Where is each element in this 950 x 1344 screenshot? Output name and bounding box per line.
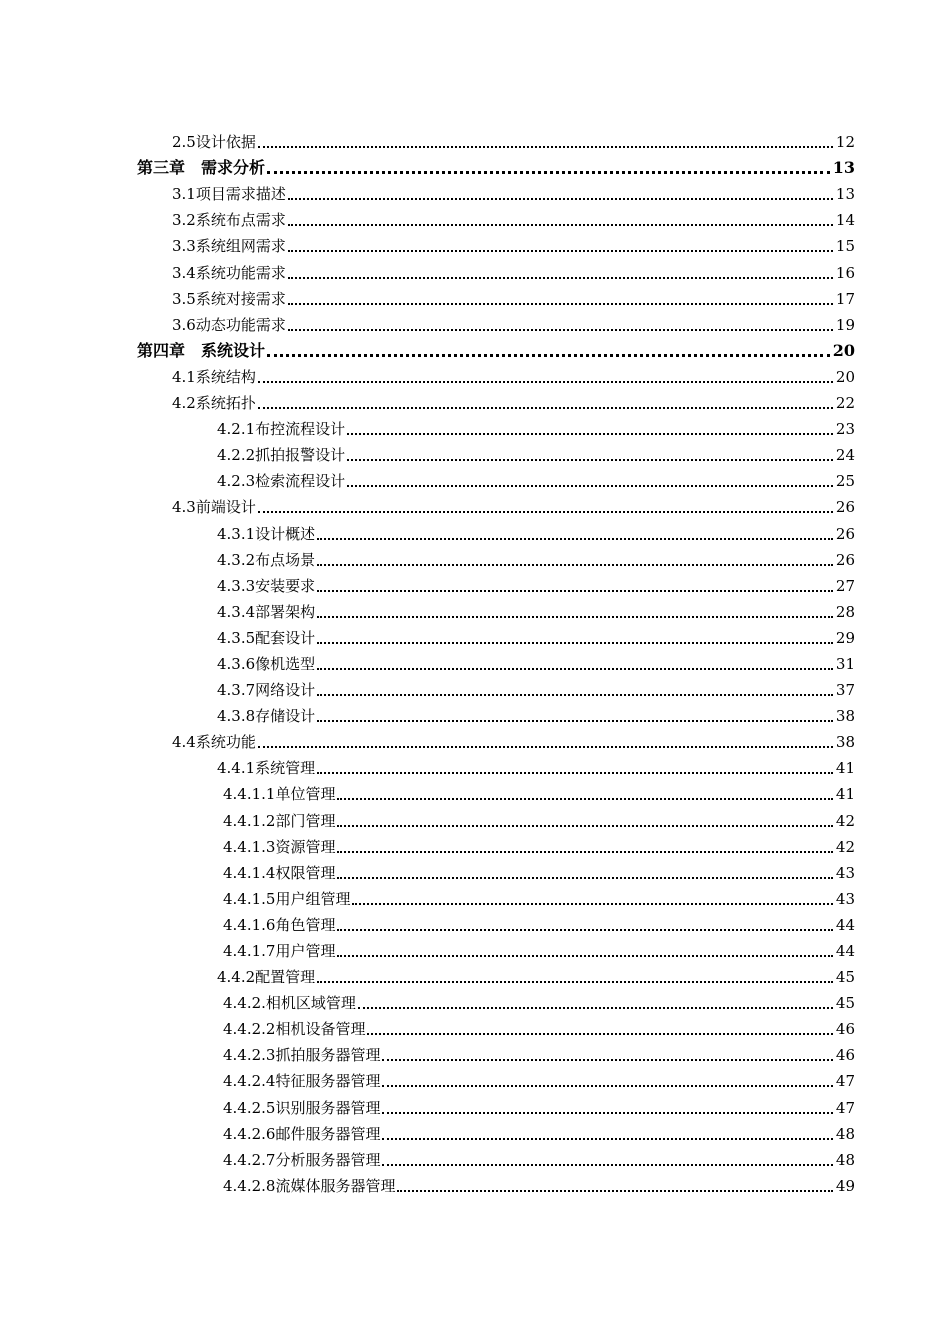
toc-dot-leader [317,694,833,696]
toc-page-number: 13 [832,158,855,178]
toc-entry[interactable] [0,674,950,700]
toc-dot-leader [317,616,833,618]
toc-entry[interactable] [0,465,950,491]
toc-page-number: 16 [835,263,855,282]
toc-page-number: 42 [835,811,855,830]
toc-page-number: 41 [835,785,855,804]
toc-entry[interactable] [0,439,950,465]
toc-entry[interactable] [0,1170,950,1196]
toc-dot-leader [337,929,832,931]
toc-dot-leader [317,538,833,540]
toc-entry-title: 4.3.5配套设计 [217,628,316,647]
toc-page-number: 26 [835,524,855,543]
toc-page-number: 28 [835,602,855,621]
toc-page-number: 41 [835,759,855,778]
toc-entry-title: 第四章 系统设计 [137,340,266,360]
toc-dot-leader [288,277,833,279]
toc-dot-leader [337,877,832,879]
toc-entry[interactable] [0,883,950,909]
toc-page-number: 22 [835,394,855,413]
toc-page-number: 20 [832,340,855,360]
toc-page-number: 47 [835,1072,855,1091]
toc-dot-leader [317,564,833,566]
toc-entry[interactable] [0,491,950,517]
toc-dot-leader [258,146,833,148]
toc-dot-leader [337,825,832,827]
toc-entry[interactable] [0,804,950,830]
toc-page-number: 37 [835,681,855,700]
toc-entry-title: 4.4.1.1单位管理 [223,785,336,804]
toc-dot-leader [258,746,833,748]
toc-entry-title: 4.4.1.7用户管理 [223,942,336,960]
toc-page-number: 14 [835,211,855,230]
toc-page-number: 45 [835,968,855,987]
toc-entry[interactable] [0,256,950,282]
toc-entry[interactable] [0,387,950,413]
toc-entry-title: 4.3.3安装要求 [217,576,316,595]
toc-entry[interactable] [0,544,950,570]
toc-page-number: 44 [835,942,855,960]
toc-page-number: 44 [835,915,855,934]
toc-dot-leader [317,981,833,983]
toc-entry[interactable] [0,700,950,726]
toc-page-number: 43 [835,863,855,882]
toc-page-number: 42 [835,837,855,856]
toc-dot-leader [317,720,833,722]
toc-dot-leader [317,590,833,592]
toc-dot-leader [382,1112,832,1114]
toc-entry[interactable] [0,752,950,778]
toc-entry-title: 4.4.1系统管理 [217,759,316,778]
toc-dot-leader [288,303,833,305]
toc-dot-leader [258,511,833,513]
toc-dot-leader [352,903,832,905]
toc-page-number: 29 [835,628,855,647]
table-of-contents [0,126,950,1196]
toc-entry-title: 4.3.1设计概述 [217,524,316,543]
toc-entry[interactable] [0,648,950,674]
toc-entry-title: 4.4.1.3资源管理 [223,837,336,856]
toc-page-number: 46 [835,1046,855,1065]
toc-entry-title: 4.4.2.2相机设备管理 [223,1020,366,1039]
toc-entry-title: 4.4.2.6邮件服务器管理 [223,1124,381,1143]
toc-entry[interactable] [0,283,950,309]
toc-entry-title: 3.2系统布点需求 [172,211,286,230]
toc-page-number: 48 [835,1124,855,1143]
toc-entry[interactable] [0,831,950,857]
toc-chapter-entry[interactable] [0,152,950,178]
toc-entry-title: 4.3前端设计 [172,498,256,517]
toc-page-number: 43 [835,889,855,908]
toc-entry[interactable] [0,857,950,883]
toc-dot-leader [347,433,833,435]
toc-entry-title: 4.3.2布点场景 [217,550,316,569]
toc-dot-leader [382,1164,832,1166]
toc-entry[interactable] [0,1091,950,1117]
toc-entry[interactable] [0,204,950,230]
toc-chapter-entry[interactable] [0,335,950,361]
toc-dot-leader [258,407,833,409]
toc-entry-title: 4.4.1.5用户组管理 [223,889,351,908]
toc-page-number: 12 [835,133,855,152]
toc-entry-title: 4.2.1布控流程设计 [217,420,346,439]
toc-entry[interactable] [0,1118,950,1144]
toc-dot-leader [337,851,832,853]
toc-dot-leader [288,329,833,331]
toc-entry[interactable] [0,517,950,543]
toc-page-number: 49 [835,1176,855,1195]
toc-entry-title: 3.6动态功能需求 [172,315,286,334]
toc-page-number: 23 [835,420,855,439]
toc-entry-title: 2.5设计依据 [172,133,256,152]
toc-dot-leader [267,354,830,357]
toc-page-number: 27 [835,576,855,595]
toc-entry[interactable] [0,570,950,596]
toc-page-number: 38 [835,707,855,726]
toc-entry-title: 第三章 需求分析 [137,158,266,178]
toc-page-number: 13 [835,185,855,204]
toc-entry-title: 4.1系统结构 [172,367,256,386]
toc-dot-leader [367,1033,832,1035]
toc-dot-leader [258,381,833,383]
toc-entry[interactable] [0,1065,950,1091]
toc-entry-title: 4.4.1.6角色管理 [223,915,336,934]
toc-dot-leader [288,250,833,252]
toc-dot-leader [288,198,833,200]
toc-dot-leader [288,224,833,226]
toc-entry-title: 3.4系统功能需求 [172,263,286,282]
toc-page-number: 19 [835,315,855,334]
toc-page-number: 20 [835,367,855,386]
toc-entry[interactable] [0,126,950,152]
toc-entry-title: 3.1项目需求描述 [172,185,286,204]
toc-page-number: 38 [835,733,855,752]
toc-page-number: 26 [835,550,855,569]
toc-dot-leader [317,668,833,670]
toc-entry[interactable] [0,1013,950,1039]
toc-dot-leader [382,1085,832,1087]
toc-entry-title: 3.3系统组网需求 [172,237,286,256]
toc-entry[interactable] [0,622,950,648]
toc-page-number: 48 [835,1150,855,1169]
toc-entry[interactable] [0,309,950,335]
toc-page-number: 31 [835,654,855,673]
toc-page-number: 24 [835,446,855,465]
toc-dot-leader [317,642,833,644]
toc-entry[interactable] [0,909,950,935]
toc-entry-title: 4.3.8存储设计 [217,707,316,726]
toc-entry-title: 4.4.2.4特征服务器管理 [223,1072,381,1091]
toc-dot-leader [337,798,832,800]
toc-dot-leader [347,459,833,461]
toc-dot-leader [358,1007,833,1009]
toc-entry-title: 4.2系统拓扑 [172,394,256,413]
toc-dot-leader [267,171,830,174]
toc-dot-leader [382,1138,832,1140]
toc-entry-title: 3.5系统对接需求 [172,289,286,308]
toc-entry-title: 4.2.3检索流程设计 [217,472,346,491]
toc-entry-title: 4.4.2.相机区域管理 [223,994,356,1013]
toc-page-number: 17 [835,289,855,308]
toc-entry-title: 4.4.2.8流媒体服务器管理 [223,1176,396,1195]
toc-entry-title: 4.4.2.5识别服务器管理 [223,1098,381,1117]
toc-entry-title: 4.4.2.3抓拍服务器管理 [223,1046,381,1065]
toc-page-number: 15 [835,237,855,256]
toc-entry[interactable] [0,778,950,804]
toc-entry-title: 4.4.2.7分析服务器管理 [223,1150,381,1169]
toc-entry-title: 4.3.6像机选型 [217,654,316,673]
toc-entry[interactable] [0,596,950,622]
toc-page-number: 25 [835,472,855,491]
toc-entry-title: 4.3.7网络设计 [217,681,316,700]
toc-page-number: 26 [835,498,855,517]
toc-entry[interactable] [0,413,950,439]
toc-entry-title: 4.4.2配置管理 [217,968,316,987]
toc-entry-title: 4.4.1.2部门管理 [223,811,336,830]
toc-page-number: 47 [835,1098,855,1117]
toc-dot-leader [347,485,833,487]
toc-entry[interactable] [0,361,950,387]
toc-dot-leader [382,1059,832,1061]
toc-page-number: 46 [835,1020,855,1039]
toc-dot-leader [397,1190,832,1192]
toc-entry[interactable] [0,178,950,204]
toc-dot-leader [317,772,833,774]
toc-entry-title: 4.4.1.4权限管理 [223,863,336,882]
toc-entry[interactable] [0,1144,950,1170]
toc-page-number: 45 [835,994,855,1013]
toc-entry[interactable] [0,1039,950,1065]
toc-entry[interactable] [0,935,950,961]
toc-dot-leader [337,955,832,957]
toc-entry[interactable] [0,987,950,1013]
toc-entry-title: 4.2.2抓拍报警设计 [217,446,346,465]
toc-entry[interactable] [0,726,950,752]
toc-entry[interactable] [0,230,950,256]
toc-entry[interactable] [0,961,950,987]
toc-entry-title: 4.3.4部署架构 [217,602,316,621]
toc-entry-title: 4.4系统功能 [172,733,256,752]
